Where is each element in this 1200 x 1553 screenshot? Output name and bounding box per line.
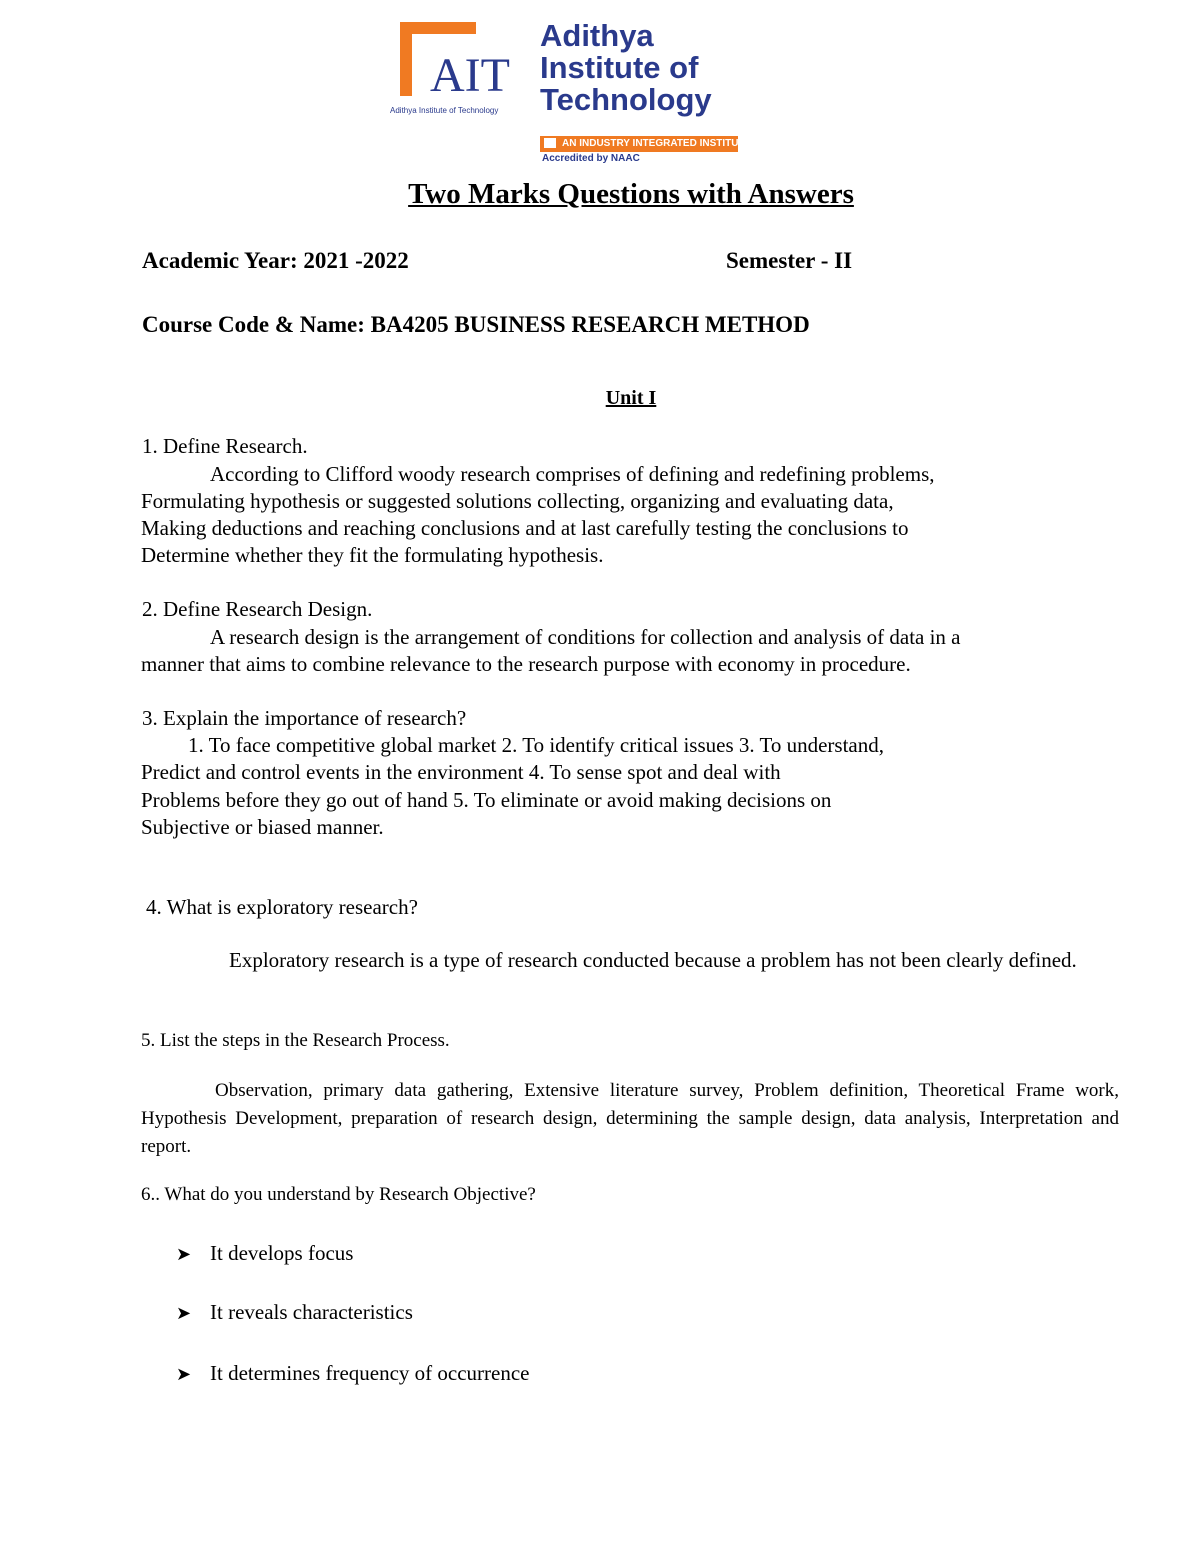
arrow-bullet-icon: ➤ <box>176 1303 192 1324</box>
arrow-bullet-icon: ➤ <box>176 1244 192 1265</box>
answer-3-line-3: Problems before they go out of hand 5. To eliminate or avoid making decisions on <box>141 788 832 812</box>
course-code-name: Course Code & Name: BA4205 BUSINESS RESEARCH METHOD <box>142 312 810 337</box>
bullet-text: It determines frequency of occurrence <box>210 1361 530 1385</box>
institute-name-line3: Technology <box>540 82 712 117</box>
semester: Semester - II <box>726 248 853 273</box>
answer-3-line-4: Subjective or biased manner. <box>141 815 384 839</box>
logo-mark-caption: Adithya Institute of Technology <box>390 106 499 115</box>
ait-logo-mark <box>390 18 530 118</box>
list-item <box>176 1300 413 1325</box>
industry-badge <box>540 136 763 152</box>
academic-year: Academic Year: 2021 -2022 <box>142 248 409 273</box>
answer-4: Exploratory research is a type of research conducted because a problem has not been clearly defined. <box>229 948 1077 972</box>
answer-2-line-1: A research design is the arrangement of conditions for collection and analysis of data in a <box>210 625 961 649</box>
industry-badge-text: AN INDUSTRY INTEGRATED INSTITUTION <box>562 138 763 149</box>
answer-1-line-4: Determine whether they fit the formulating hypothesis. <box>141 543 604 567</box>
bullet-text: It reveals characteristics <box>210 1300 413 1324</box>
bullet-text: It develops focus <box>210 1241 354 1265</box>
document-title: Two Marks Questions with Answers <box>408 178 854 210</box>
question-1: 1. Define Research. <box>142 434 308 458</box>
institute-name <box>540 20 712 116</box>
answer-3-line-1: 1. To face competitive global market 2. To identify critical issues 3. To understand, <box>188 733 885 757</box>
answer-5: Observation, primary data gathering, Extensive literature survey, Problem definition, Theoretical Frame work, Hypothesis Development, preparation of research design, determining the sample design, data analysis, Interpretation and report. <box>141 1080 1119 1157</box>
answer-1-line-3: Making deductions and reaching conclusions and at last carefully testing the conclusions to <box>141 516 909 540</box>
question-2: 2. Define Research Design. <box>142 597 373 621</box>
question-4: 4. What is exploratory research? <box>146 895 418 919</box>
question-6: 6.. What do you understand by Research Objective? <box>141 1184 536 1205</box>
list-item <box>176 1241 353 1266</box>
answer-1-line-1: According to Clifford woody research comprises of defining and redefining problems, <box>210 462 935 486</box>
building-icon <box>544 138 556 148</box>
list-item <box>176 1361 530 1386</box>
answer-3-line-2: Predict and control events in the environment 4. To sense spot and deal with <box>141 760 781 784</box>
question-3: 3. Explain the importance of research? <box>142 706 467 730</box>
accreditation-text: Accredited by NAAC <box>542 153 640 164</box>
answer-1-line-2: Formulating hypothesis or suggested solutions collecting, organizing and evaluating data, <box>141 489 894 513</box>
logo-mark-text: AIT <box>430 49 510 102</box>
institute-name-line1: Adithya <box>540 18 654 53</box>
institute-name-line2: Institute of <box>540 50 699 85</box>
question-5: 5. List the steps in the Research Process. <box>141 1030 450 1051</box>
answer-2-line-2: manner that aims to combine relevance to the research purpose with economy in procedure. <box>141 652 911 676</box>
unit-heading: Unit I <box>605 387 657 409</box>
arrow-bullet-icon: ➤ <box>176 1364 192 1385</box>
